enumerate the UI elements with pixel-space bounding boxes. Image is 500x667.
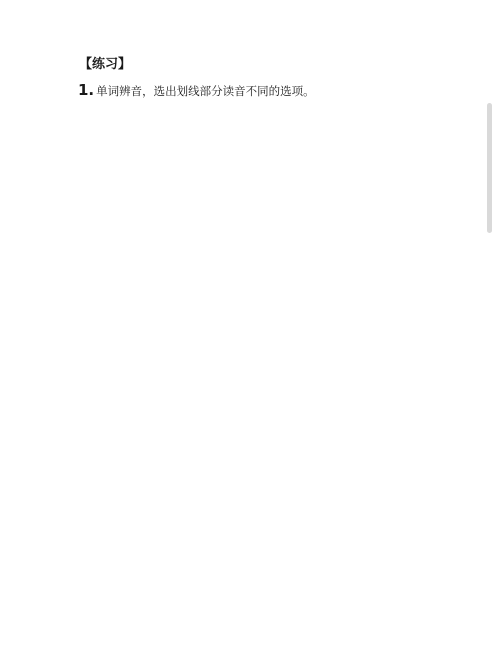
section-instruction: 单词辨音，选出划线部分读音不同的选项。 [96,84,315,98]
section-heading [78,81,315,99]
page-title: 【练习】 [79,57,132,72]
scrollbar-thumb[interactable] [487,103,492,233]
section-number: 1. [78,81,95,99]
